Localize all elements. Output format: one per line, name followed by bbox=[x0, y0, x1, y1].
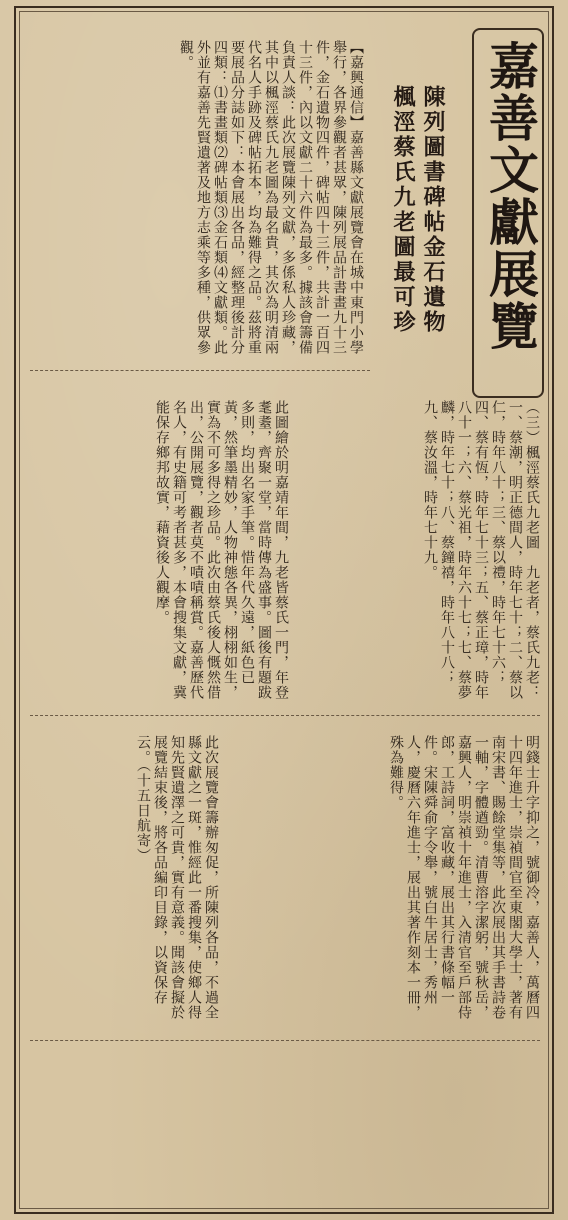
article-section-3 bbox=[24, 400, 289, 700]
subheadline-1: 陳列圖書碑帖金石遺物 bbox=[420, 85, 446, 335]
section-divider bbox=[30, 370, 370, 371]
article-column-text: 明錢士升字抑之，號御冷，嘉善人，萬曆四十四年進士，崇禎間官至東閣大學士，著有南宋書、賜餘堂集等，此次展出其手書詩卷一軸，字體遒勁。清曹溶字潔躬，號秋岳，嘉興人，明崇禎十年進士，入清官至戶部侍郎，工詩詞，富收藏，展出其行書條幅一件。宋陳舜俞字令舉，號白牛居士，秀州人，慶曆六年進士，展出其著作刻本一冊，殊為難得。 bbox=[388, 735, 540, 1020]
section-divider bbox=[30, 715, 540, 716]
article-column-text: （三）楓涇蔡氏九老圖 九老者，蔡氏九老：一、蔡潮，明正德間人，時年七十；二、蔡以仁，時年八十；三、蔡以禮，時年七十六；四、蔡有恆，時年七十三；五、蔡正璋，時年八十一；六、蔡光祖，時年六十七；七、蔡夢麟，時年七十；八、蔡鐘禧，時年八十八；九、蔡汝溫，時年七十九。 bbox=[422, 400, 540, 700]
article-section-4 bbox=[230, 735, 540, 1025]
article-section-6 bbox=[24, 1055, 540, 1200]
section-divider bbox=[30, 1040, 540, 1041]
article-column-text: 此圖繪於明嘉靖年間，九老皆蔡氏一門，年登耄耋，齊聚一堂，當時傳為盛事。圖後有題跋多則，均出名家手筆。惜年代久遠，紙色已黃，然筆墨精妙，人物神態各異，栩栩如生，實為不可多得之珍品。此次由蔡氏後人慨然借出，公開展覽，觀者莫不嘖嘖稱賞。嘉善歷代名人，有史籍可考者甚多，本會搜集文獻，冀能保存鄉邦故實，藉資後人觀摩。 bbox=[154, 400, 289, 700]
article-section-5 bbox=[24, 735, 219, 1025]
article-section-1 bbox=[24, 40, 364, 360]
article-column-text: 此次展覽會籌辦匆促，所陳列各品，不過全縣文獻之一斑，惟經此一番搜集，使鄉人得知先賢遺澤之可貴，實有意義。聞該會擬於展覽結束後，將各品編印目錄，以資保存云。（十五日航寄） bbox=[135, 735, 219, 1020]
subheadline-2: 楓涇蔡氏九老圖最可珍 bbox=[390, 85, 416, 335]
article-section-2 bbox=[300, 400, 540, 700]
headline: 嘉善文獻展覽 bbox=[481, 40, 540, 352]
article-column-text: 【嘉興通信】嘉善縣文獻展覽會在城中東門小學舉行，各界參觀者甚眾，陳列展品計書畫九十三件，金石遺物四件，碑帖四十三件，共計一百四十三件，內以文獻二十六件為最多。據該會籌備負責人談：此次展覽陳列文獻，多係私人珍藏，其中以楓涇蔡氏九老圖為最名貴，其次為明清兩代名人手跡及碑帖拓本，均為難得之品。茲將重要展品分誌如下：本會展出各品，經整理後計分四類：⑴書畫類⑵碑帖類⑶金石類⑷文獻類。此外並有嘉善先賢遺著及地方志乘等多種，供眾參觀。 bbox=[178, 40, 364, 355]
